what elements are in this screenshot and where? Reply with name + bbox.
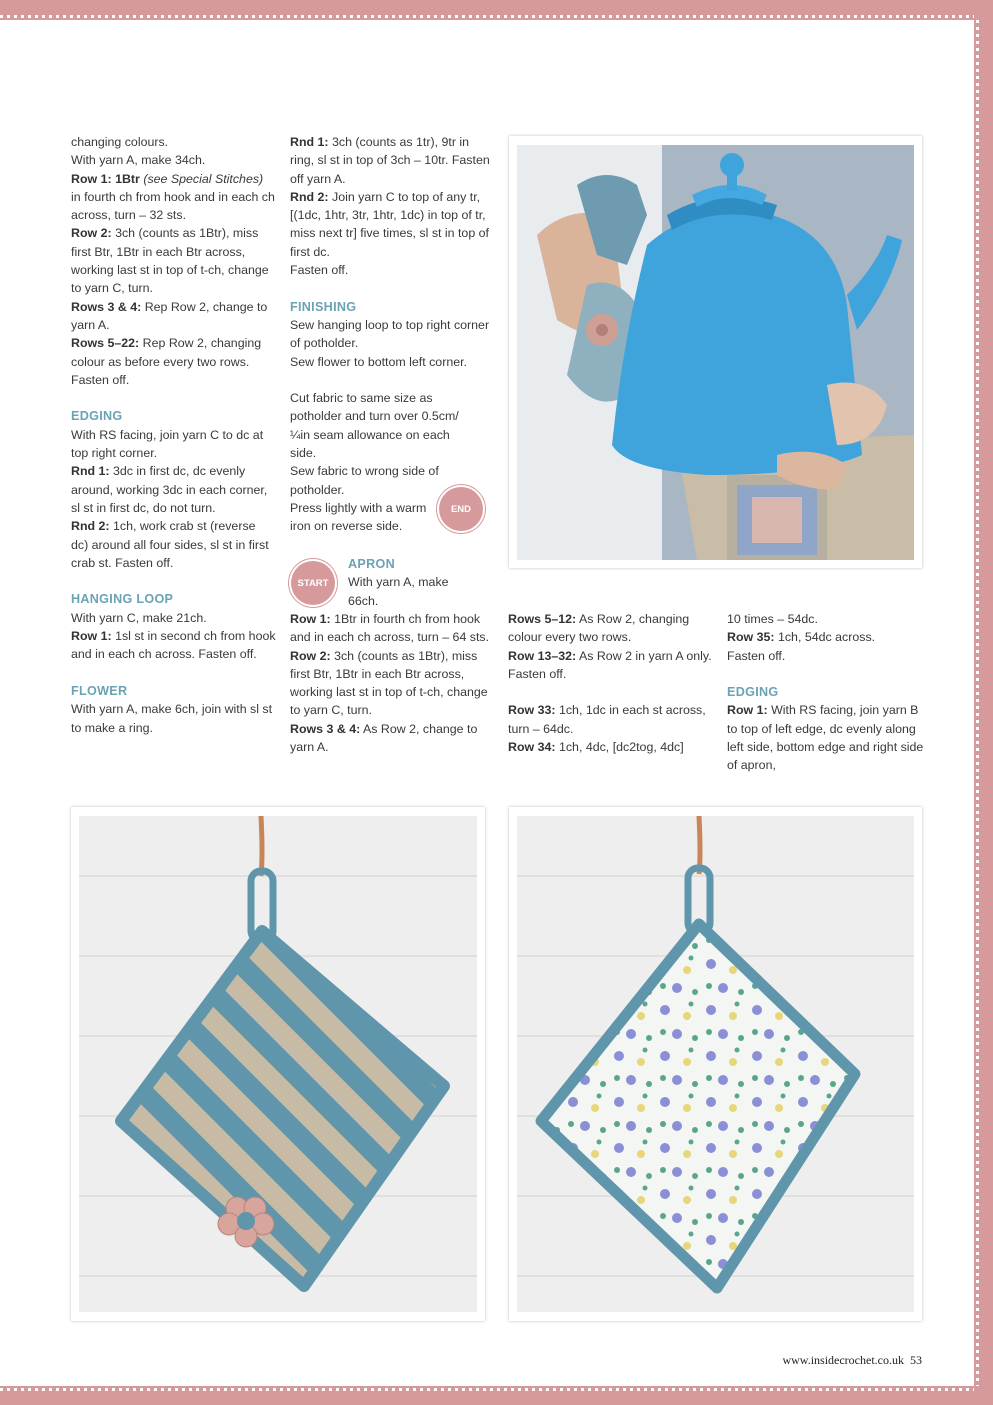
text-line: With yarn A, make 6ch, join with sl st to make a ring. bbox=[71, 702, 273, 735]
start-badge: START bbox=[291, 561, 335, 605]
instruction-row-1: Row 1: 1Btr in fourth ch from hook and in each ch across, turn – 64 sts. bbox=[290, 612, 490, 645]
text-line: Cut fabric to same size as potholder and turn over 0.5cm/¼in seam allowance on each side. bbox=[290, 391, 459, 461]
text-column-2 bbox=[290, 133, 495, 536]
section-heading-apron: APRON bbox=[348, 557, 395, 571]
text-line: Fasten off. bbox=[508, 666, 567, 681]
section-heading-edging: EDGING bbox=[71, 409, 123, 424]
striped-potholder-photo bbox=[71, 807, 485, 1321]
instruction-rows-3-4: Rows 3 & 4: As Row 2, change to yarn A. bbox=[290, 721, 478, 755]
text-line: Fasten off. bbox=[71, 372, 130, 387]
website-url: www.insidecrochet.co.uk bbox=[782, 1353, 904, 1367]
text-line: With yarn C, make 21ch. bbox=[71, 610, 207, 625]
instruction-row-35: Row 35: 1ch, 54dc across. bbox=[727, 630, 876, 645]
text-line: Press lightly with a warm iron on reverse side. bbox=[290, 500, 427, 534]
right-decorative-border bbox=[974, 0, 993, 1405]
instruction-row-2: Row 2: 3ch (counts as 1Btr), miss first Btr, 1Btr in each Btr across, working last st in top of t-ch, change to yarn C, turn. bbox=[290, 648, 488, 718]
section-heading-edging: EDGING bbox=[727, 685, 779, 700]
text-line: With yarn A, make 34ch. bbox=[71, 153, 206, 168]
page-footer bbox=[776, 1353, 922, 1368]
instruction-row-2: Row 2: 3ch (counts as 1Btr), miss first Btr, 1Btr in each Btr across, working last st in top of t-ch, change to yarn C, turn. bbox=[71, 226, 269, 296]
bottom-decorative-border bbox=[0, 1386, 993, 1405]
text-column-4 bbox=[727, 610, 932, 775]
text-line: Sew hanging loop to top right corner of potholder. bbox=[290, 317, 490, 351]
instruction-rows-5-22: Rows 5–22: Rep Row 2, changing colour as before every two rows. bbox=[71, 336, 262, 369]
text-line: changing colours. bbox=[71, 135, 169, 149]
teapot-photo bbox=[509, 136, 922, 568]
text-line: Fasten off. bbox=[727, 648, 786, 663]
instruction-row-34: Row 34: 1ch, 4dc, [dc2tog, 4dc] bbox=[508, 740, 684, 755]
text-column-3 bbox=[508, 610, 713, 756]
apron-intro-block bbox=[348, 555, 498, 610]
instruction-rnd-2: Rnd 2: 1ch, work crab st (reverse dc) around all four sides, sl st in first crab st. Fasten off. bbox=[71, 519, 269, 570]
end-badge: END bbox=[439, 487, 483, 531]
top-decorative-border bbox=[0, 0, 993, 20]
text-line: With RS facing, join yarn C to dc at top right corner. bbox=[71, 427, 264, 461]
section-heading-finishing: FINISHING bbox=[290, 299, 357, 314]
instruction-rnd-2: Rnd 2: Join yarn C to top of any tr, [(1dc, 1htr, 3tr, 1htr, 1dc) in top of tr, miss next tr] five times, sl st in top of first dc. bbox=[290, 189, 489, 259]
text-line: Fasten off. bbox=[290, 263, 349, 278]
instruction-loop-row-1: Row 1: 1sl st in second ch from hook and in each ch across. Fasten off. bbox=[71, 629, 276, 662]
text-column-1 bbox=[71, 133, 276, 737]
floral-potholder-illustration bbox=[517, 816, 914, 1312]
instruction-rows-5-12: Rows 5–12: As Row 2, changing colour every two rows. bbox=[508, 612, 690, 645]
instruction-rnd-1: Rnd 1: 3dc in first dc, dc evenly around, working 3dc in each corner, sl st in first dc, do not turn. bbox=[71, 464, 268, 515]
instruction-row-33: Row 33: 1ch, 1dc in each st across, turn – 64dc. bbox=[508, 703, 706, 736]
text-line: Sew flower to bottom left corner. bbox=[290, 354, 467, 369]
instruction-rows-3-4: Rows 3 & 4: Rep Row 2, change to yarn A. bbox=[71, 299, 268, 332]
instruction-rows-13-32: Row 13–32: As Row 2 in yarn A only. bbox=[508, 648, 712, 663]
page-number: 53 bbox=[910, 1353, 922, 1367]
text-column-2-lower bbox=[290, 610, 495, 756]
text-line: With yarn A, make 66ch. bbox=[348, 575, 449, 608]
text-line: 10 times – 54dc. bbox=[727, 612, 818, 626]
section-heading-hanging-loop: HANGING LOOP bbox=[71, 592, 174, 607]
teapot-illustration bbox=[517, 145, 914, 560]
striped-potholder-illustration bbox=[79, 816, 477, 1312]
instruction-rnd-1: Rnd 1: 3ch (counts as 1tr), 9tr in ring, sl st in top of 3ch – 10tr. Fasten off yarn A. bbox=[290, 135, 490, 186]
instruction-row-1: Row 1: With RS facing, join yarn B to top of left edge, dc evenly along left side, bottom edge and right side of apron, bbox=[727, 703, 924, 773]
floral-potholder-photo bbox=[509, 807, 922, 1321]
section-heading-flower: FLOWER bbox=[71, 683, 128, 698]
instruction-row-1: Row 1: 1Btr (see Special Stitches) in fourth ch from hook and in each ch across, turn – 32 sts. bbox=[71, 171, 275, 223]
text-line: Sew fabric to wrong side of potholder. bbox=[290, 464, 439, 497]
